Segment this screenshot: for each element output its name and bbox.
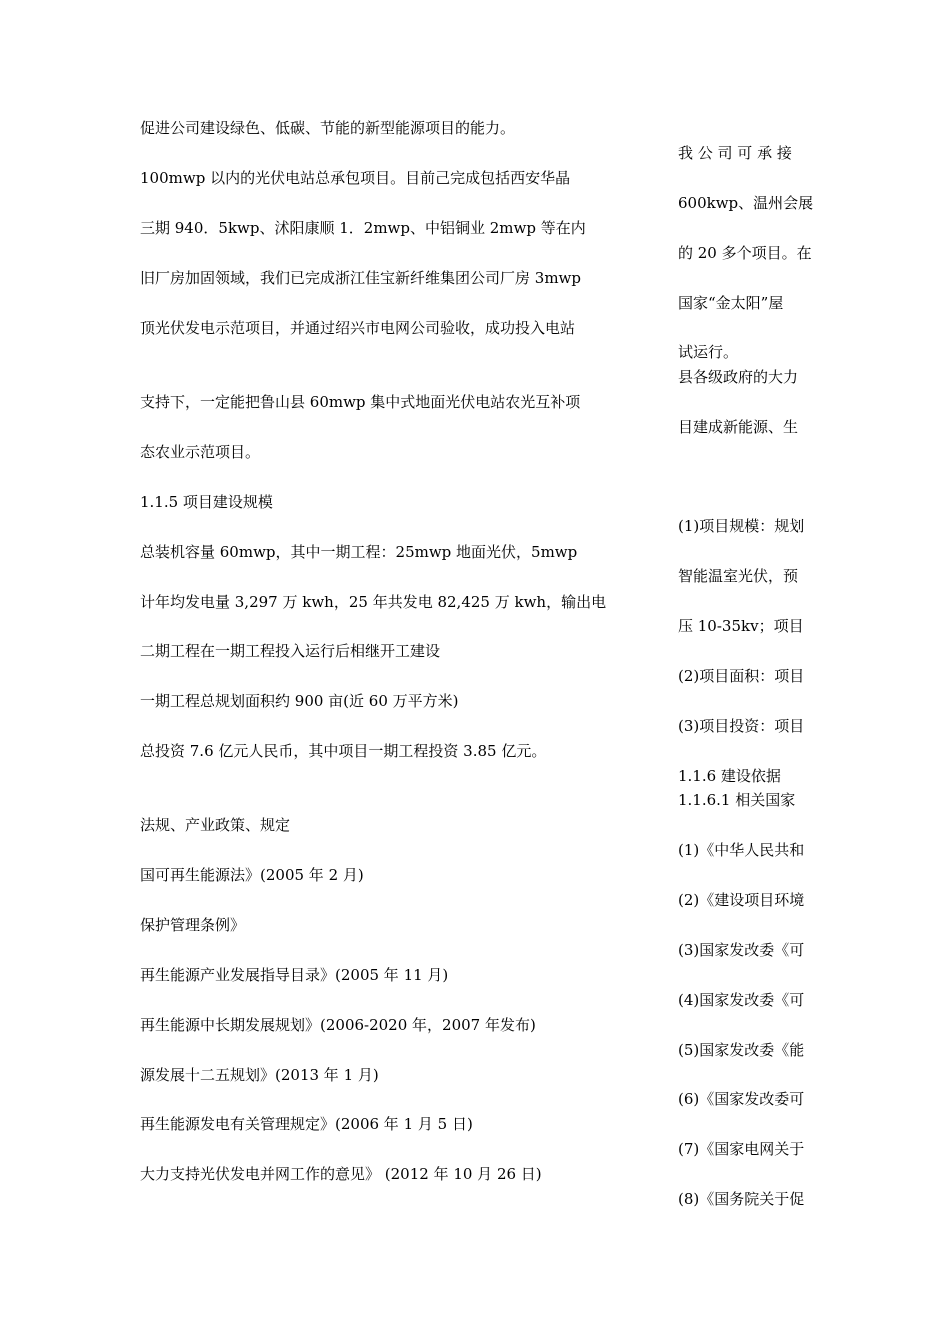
side-text-line: (1)项目规模：规划: [678, 517, 805, 535]
side-text-line: (7)《国家电网关于: [678, 1140, 805, 1158]
side-text-line: (6)《国家发改委可: [678, 1090, 805, 1108]
body-text-line: 计年均发电量 3,297 万 kwh，25 年共发电 82,425 万 kwh，输出电: [140, 593, 607, 611]
body-text-line: 源发展十二五规划》(2013 年 1 月): [140, 1066, 379, 1084]
side-text-line: (3)项目投资：项目: [678, 717, 805, 735]
side-text-line: 目建成新能源、生: [678, 418, 799, 436]
body-text-line: 大力支持光伏发电并网工作的意见》 (2012 年 10 月 26 日): [140, 1165, 542, 1183]
side-text-line: (2)《建设项目环境: [678, 891, 805, 909]
side-text-line: 国家“金太阳”屋: [678, 294, 784, 312]
body-text-line: 促进公司建设绿色、低碳、节能的新型能源项目的能力。: [140, 119, 516, 137]
body-text-line: 态农业示范项目。: [140, 443, 261, 461]
side-text-line: 我 公 司 可 承 接: [678, 144, 792, 162]
side-text-line: 600kwp、温州会展: [678, 194, 814, 212]
side-section-heading: 1.1.6.1 相关国家: [678, 791, 796, 809]
body-text-line: 旧厂房加固领域，我们已完成浙江佳宝新纤维集团公司厂房 3mwp: [140, 269, 581, 287]
body-text-line: 总装机容量 60mwp，其中一期工程：25mwp 地面光伏，5mwp: [140, 543, 578, 561]
body-text-line: 保护管理条例》: [140, 916, 246, 934]
body-text-line: 一期工程总规划面积约 900 亩(近 60 万平方米): [140, 692, 459, 710]
body-text-line: 国可再生能源法》(2005 年 2 月): [140, 866, 364, 884]
side-text-line: (4)国家发改委《可: [678, 991, 805, 1009]
side-text-line: (8)《国务院关于促: [678, 1190, 805, 1208]
side-text-line: (2)项目面积：项目: [678, 667, 805, 685]
body-text-line: 二期工程在一期工程投入运行后相继开工建设: [140, 642, 441, 660]
body-text-line: 顶光伏发电示范项目，并通过绍兴市电网公司验收，成功投入电站: [140, 319, 576, 337]
side-text-line: (3)国家发改委《可: [678, 941, 805, 959]
body-text-line: 再生能源中长期发展规划》(2006-2020 年，2007 年发布): [140, 1016, 536, 1034]
side-section-heading: 1.1.6 建设依据: [678, 767, 781, 785]
body-text-line: 再生能源发电有关管理规定》(2006 年 1 月 5 日): [140, 1115, 473, 1133]
body-text-line: 法规、产业政策、规定: [140, 816, 291, 834]
body-text-line: 支持下，一定能把鲁山县 60mwp 集中式地面光伏电站农光互补项: [140, 393, 581, 411]
side-text-line: 县各级政府的大力: [678, 368, 799, 386]
body-text-line: 总投资 7.6 亿元人民币，其中项目一期工程投资 3.85 亿元。: [140, 742, 547, 760]
side-text-line: 压 10-35kv；项目: [678, 617, 804, 635]
section-heading: 1.1.5 项目建设规模: [140, 493, 273, 511]
side-text-line: (1)《中华人民共和: [678, 841, 805, 859]
body-text-line: 100mwp 以内的光伏电站总承包项目。目前己完成包括西安华晶: [140, 169, 571, 187]
body-text-line: 三期 940．5kwp、沭阳康顺 1．2mwp、中铝铜业 2mwp 等在内: [140, 219, 586, 237]
body-text-line: 再生能源产业发展指导目录》(2005 年 11 月): [140, 966, 449, 984]
side-text-line: 试运行。: [678, 343, 739, 361]
side-text-line: 智能温室光伏，预: [678, 567, 799, 585]
side-text-line: (5)国家发改委《能: [678, 1041, 805, 1059]
side-text-line: 的 20 多个项目。在: [678, 244, 812, 262]
